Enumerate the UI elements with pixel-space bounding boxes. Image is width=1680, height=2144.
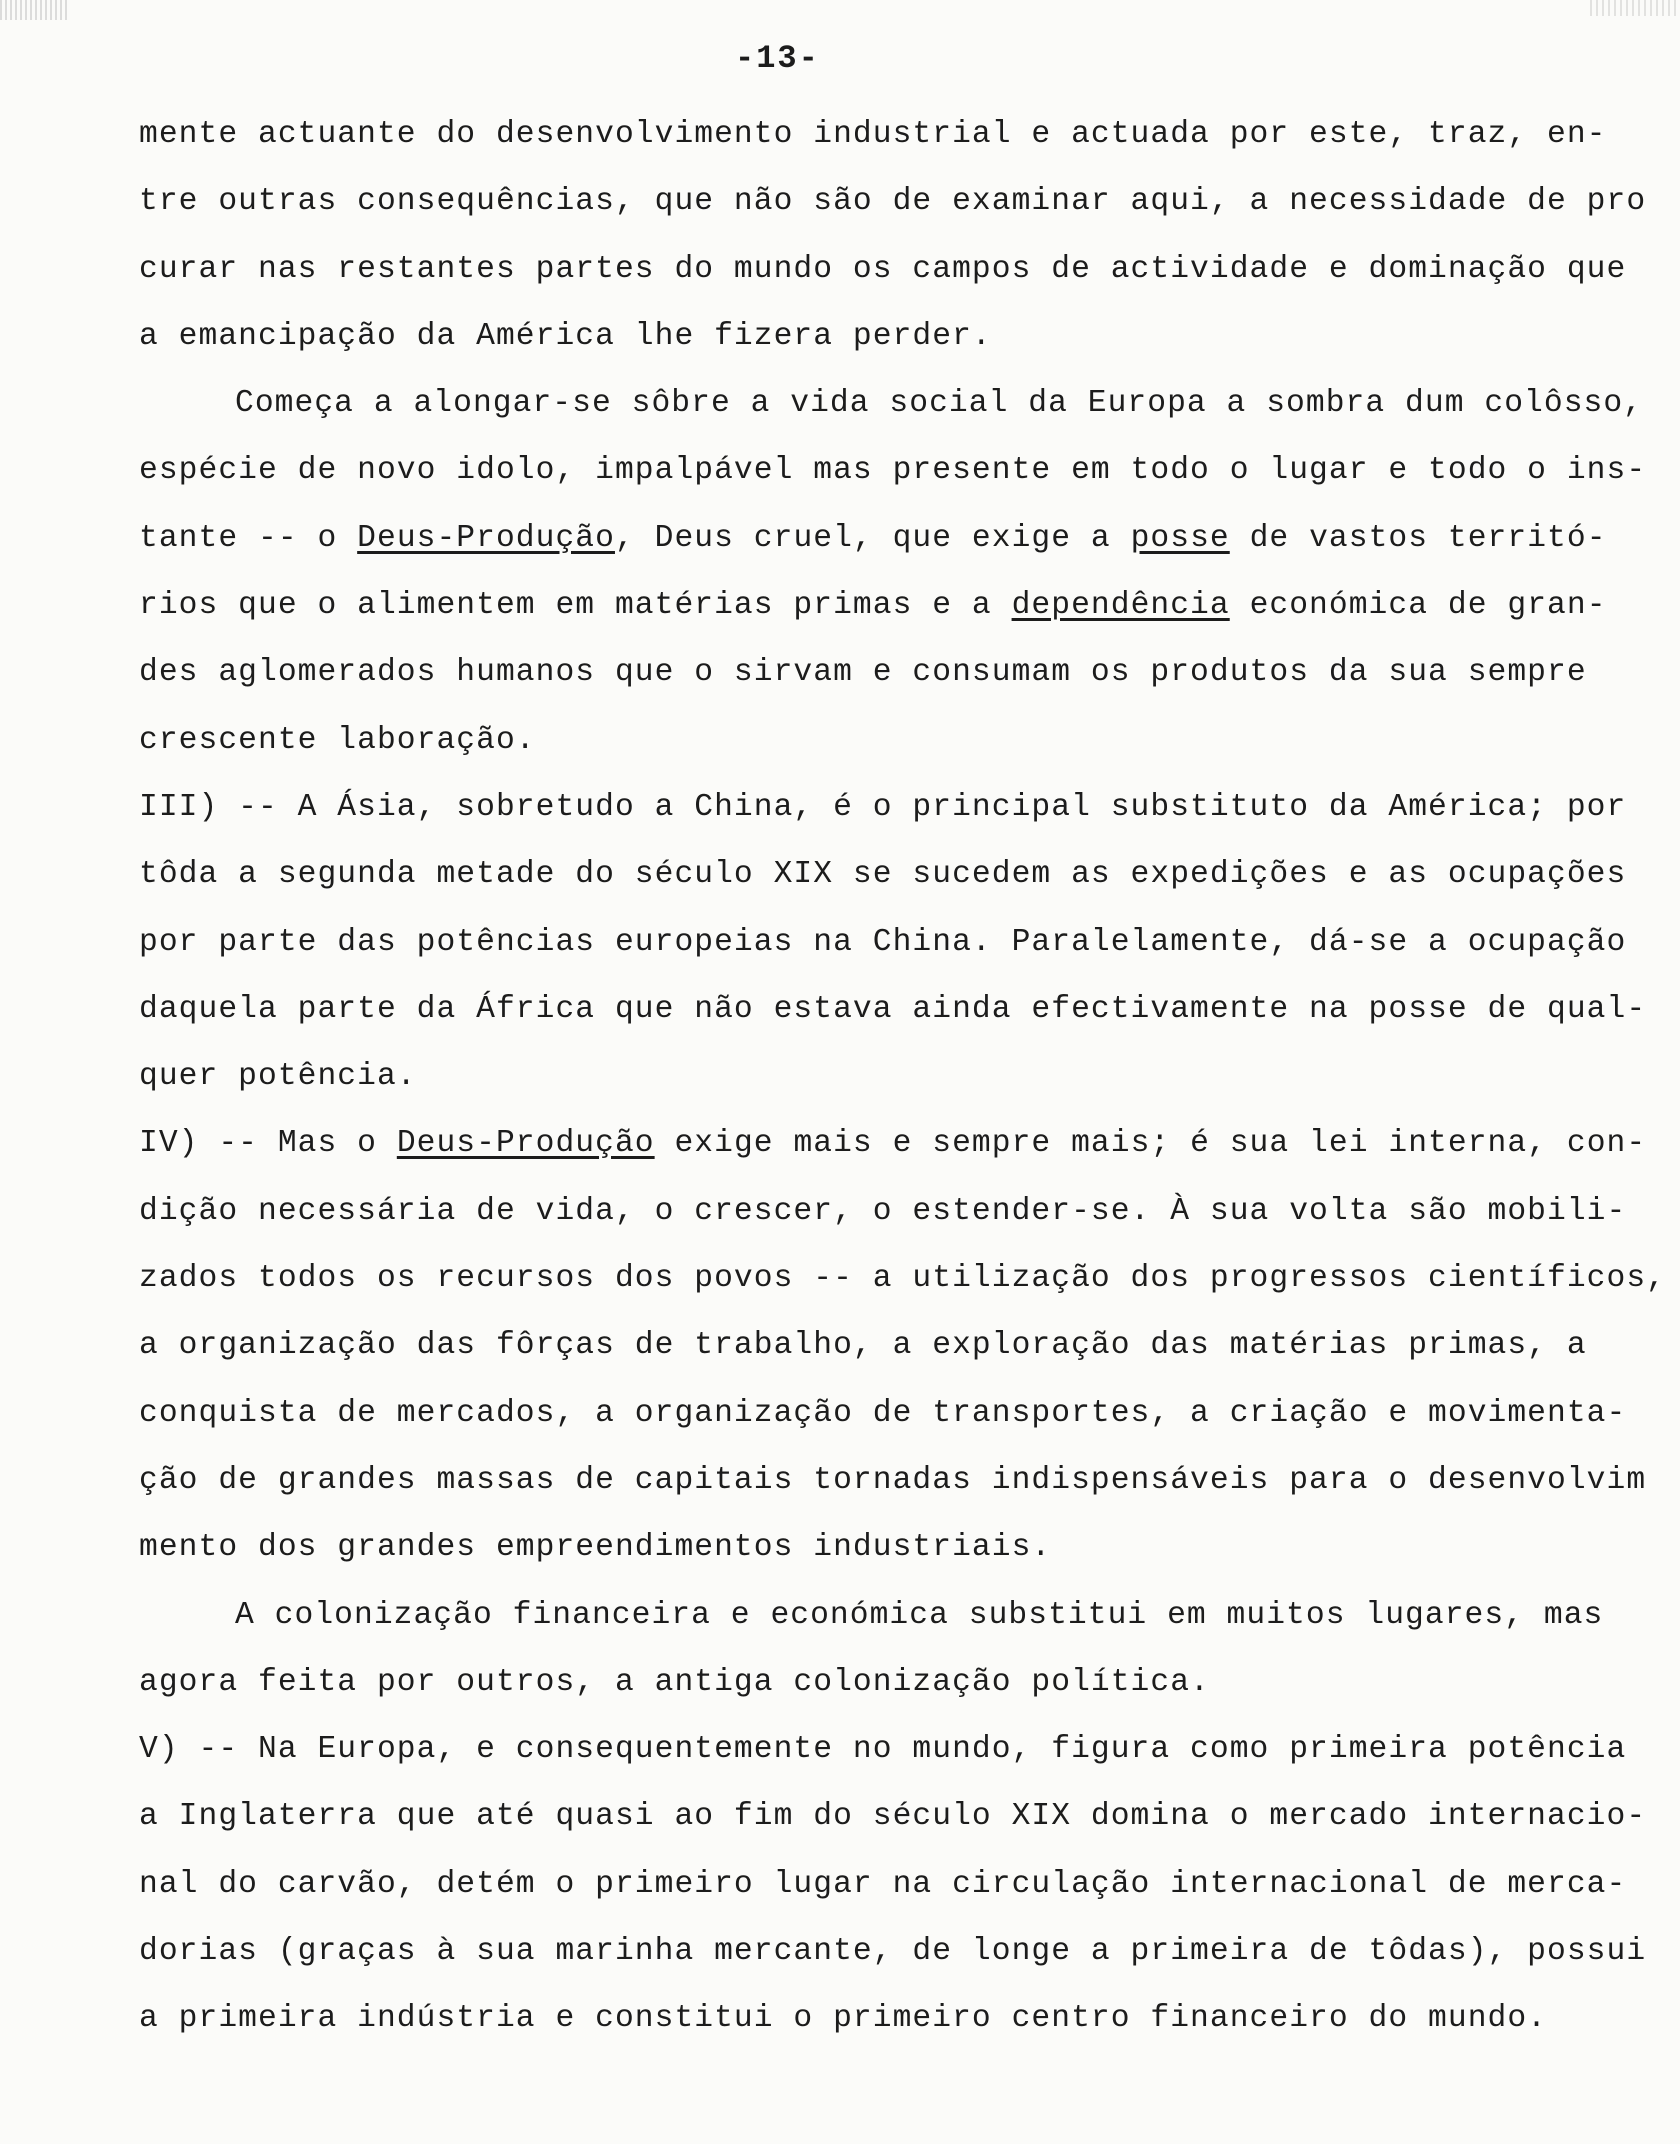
text-run: a emancipação da América lhe fizera perder. xyxy=(139,318,992,354)
text-run: quer potência. xyxy=(139,1059,417,1095)
text-run: A colonização financeira e económica substitui em muitos lugares, mas xyxy=(235,1597,1604,1633)
text-run: espécie de novo idolo, impalpável mas presente em todo o lugar e todo o ins- xyxy=(139,453,1647,489)
text-run: curar nas restantes partes do mundo os campos de actividade e dominação que xyxy=(139,251,1627,287)
text-line xyxy=(139,242,1669,309)
text-line xyxy=(139,1251,1669,1318)
text-run: nal do carvão, detém o primeiro lugar na circulação internacional de merca- xyxy=(139,1866,1627,1902)
text-line xyxy=(139,1655,1669,1722)
text-run: Começa a alongar-se sôbre a vida social da Europa a sombra dum colôsso, xyxy=(235,386,1644,422)
text-run: económica de gran- xyxy=(1229,588,1607,624)
text-line xyxy=(139,309,1669,376)
text-line xyxy=(139,780,1669,847)
text-run: III) -- A Ásia, sobretudo a China, é o principal substituto da América; por xyxy=(139,789,1627,825)
text-run: IV) -- Mas o xyxy=(139,1126,397,1162)
text-run: dição necessária de vida, o crescer, o estender-se. À sua volta são mobili- xyxy=(139,1193,1627,1229)
text-line xyxy=(139,645,1669,712)
text-run: exige mais e sempre mais; é sua lei interna, con- xyxy=(654,1126,1647,1162)
text-line xyxy=(139,443,1669,510)
text-line xyxy=(139,376,1669,443)
text-run: tre outras consequências, que não são de examinar aqui, a necessidade de pro xyxy=(139,184,1647,220)
text-run: a primeira indústria e constitui o primeiro centro financeiro do mundo. xyxy=(139,2001,1548,2037)
text-line xyxy=(139,1453,1669,1520)
text-line xyxy=(139,511,1669,578)
text-run: a organização das fôrças de trabalho, a exploração das matérias primas, a xyxy=(139,1328,1587,1364)
text-line xyxy=(139,847,1669,914)
text-line xyxy=(139,1924,1669,1991)
text-line xyxy=(139,1588,1669,1655)
text-line xyxy=(139,1386,1669,1453)
text-run: rios que o alimentem em matérias primas e a xyxy=(139,588,1012,624)
text-line xyxy=(139,1722,1669,1789)
text-run: tante -- o xyxy=(139,520,358,556)
text-run: ção de grandes massas de capitais tornadas indispensáveis para o desenvolvim xyxy=(139,1462,1647,1498)
text-run: agora feita por outros, a antiga colonização política. xyxy=(139,1664,1210,1700)
text-line xyxy=(139,107,1669,174)
text-run: V) -- Na Europa, e consequentemente no mundo, figura como primeira potência xyxy=(139,1732,1627,1768)
text-line xyxy=(139,713,1669,780)
text-run: zados todos os recursos dos povos -- a utilização dos progressos científicos, xyxy=(139,1261,1667,1297)
text-line xyxy=(139,1116,1669,1183)
text-line xyxy=(139,1520,1669,1587)
text-line xyxy=(139,1789,1669,1856)
text-run: daquela parte da África que não estava ainda efectivamente na posse de qual- xyxy=(139,991,1647,1027)
text-run: dorias (graças à sua marinha mercante, de longe a primeira de tôdas), possui xyxy=(139,1934,1647,1970)
text-run: crescente laboração. xyxy=(139,722,536,758)
text-line xyxy=(139,1049,1669,1116)
text-run: mente actuante do desenvolvimento industrial e actuada por este, traz, en- xyxy=(139,117,1607,152)
text-line xyxy=(139,1857,1669,1924)
body-text xyxy=(139,107,1669,2059)
text-line xyxy=(139,1318,1669,1385)
text-run: de vastos territó- xyxy=(1229,520,1607,556)
text-run: , Deus cruel, que exige a xyxy=(614,520,1131,556)
underlined-text: dependência xyxy=(1011,588,1230,624)
text-run: des aglomerados humanos que o sirvam e consumam os produtos da sua sempre xyxy=(139,655,1587,691)
scan-artifact-top-left xyxy=(0,0,70,20)
text-run: por parte das potências europeias na China. Paralelamente, dá-se a ocupação xyxy=(139,924,1627,960)
underlined-text: Deus-Produção xyxy=(396,1126,655,1162)
underlined-text: posse xyxy=(1130,520,1230,556)
text-run: a Inglaterra que até quasi ao fim do século XIX domina o mercado internacio- xyxy=(139,1799,1647,1835)
text-run: mento dos grandes empreendimentos industriais. xyxy=(139,1530,1052,1566)
page-number: -13- xyxy=(735,40,820,77)
text-line xyxy=(139,578,1669,645)
text-line xyxy=(139,1991,1669,2058)
text-run: conquista de mercados, a organização de transportes, a criação e movimenta- xyxy=(139,1395,1627,1431)
text-run: tôda a segunda metade do século XIX se sucedem as expedições e as ocupações xyxy=(139,857,1627,893)
scan-artifact-top-right xyxy=(1590,0,1680,16)
text-line xyxy=(139,915,1669,982)
text-line xyxy=(139,174,1669,241)
text-line xyxy=(139,1184,1669,1251)
text-line xyxy=(139,982,1669,1049)
underlined-text: Deus-Produção xyxy=(357,520,615,556)
